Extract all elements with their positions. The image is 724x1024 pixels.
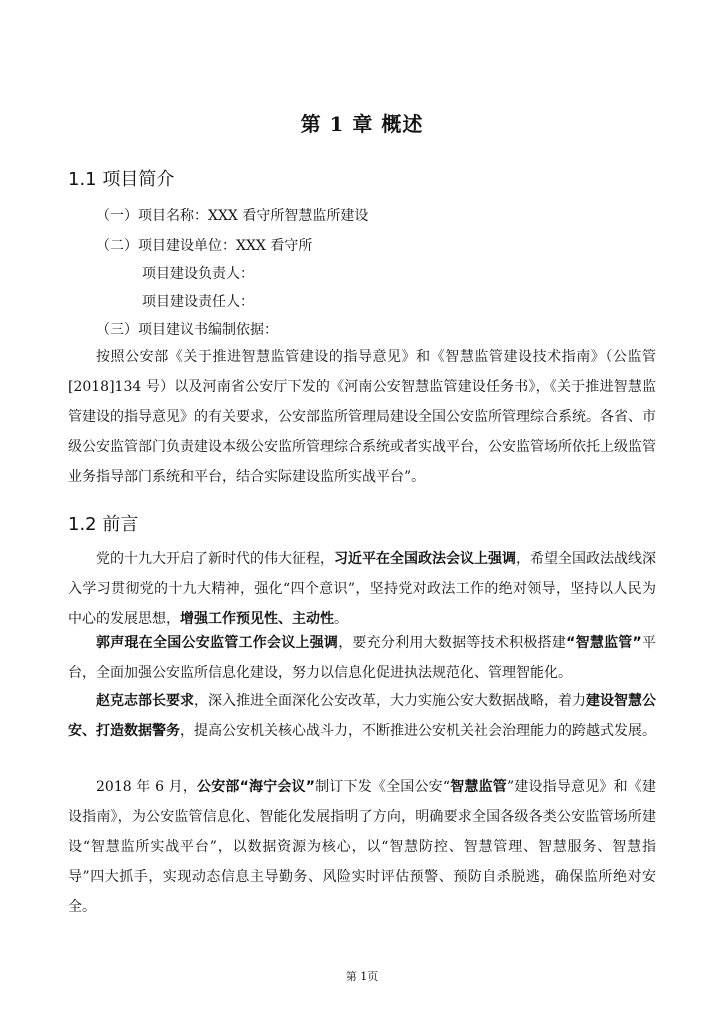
preface-paragraph-2: 郭声琨在全国公安监管工作会议上强调，要充分利用大数据等技术积极搭建“智慧监管”平台，全面加强公安监所信息化建设，努力以信息化促进执法规范化、管理智能化。 <box>68 635 657 681</box>
section-heading-1-1: 1.1 项目简介 <box>68 169 175 190</box>
project-unit-line: （二）项目建设单位：XXX 看守所 <box>96 238 313 254</box>
project-name-line: （一）项目名称：XXX 看守所智慧监所建设 <box>96 208 369 224</box>
emphasis-text: 郭声琨在全国公安监管工作会议上强调 <box>96 635 339 651</box>
chapter-title: 第 1 章 概述 <box>300 112 424 136</box>
emphasis-text: 赵克志部长要求 <box>96 693 194 709</box>
emphasis-text: 建设智慧公安、打造数据警务 <box>68 693 656 739</box>
emphasis-text: 公安部“海宁会议” <box>197 779 315 795</box>
project-responsible-line: 项目建设责任人： <box>142 294 254 310</box>
emphasis-text: 增强工作预见性、主动性 <box>180 611 334 627</box>
basis-paragraph: 按照公安部《关于推进智慧监管建设的指导意见》和《智慧监管建设技术指南》（公监管[2018]134 号）以及河南省公安厅下发的《河南公安智慧监管建设任务书》，《关于推进智慧监管建设的指导意见》的有关要求，公安部监所管理局建设全国公安监所管理综合系统。各省、市级公安监管部门负责建设本级公安监所管理综合系统或者实战平台，公安监管场所依托上级监管业务指导部门系统和平台，结合实际建设监所实战平台”。 <box>68 349 656 485</box>
emphasis-text: 智慧监管 <box>450 779 507 795</box>
emphasis-text: 习近平在全国政法会议上强调 <box>334 551 516 567</box>
preface-paragraph-1: 党的十九大开启了新时代的伟大征程，习近平在全国政法会议上强调，希望全国政法战线深入学习贯彻党的十九大精神，强化“四个意识”，坚持党对政法工作的绝对领导，坚持以人民为中心的发展思想，增强工作预见性、主动性。 <box>68 551 656 627</box>
section-heading-1-2: 1.2 前言 <box>68 514 139 535</box>
project-basis-line: （三）项目建议书编制依据： <box>96 322 278 338</box>
preface-paragraph-3: 赵克志部长要求，深入推进全面深化公安改革，大力实施公安大数据战略，着力建设智慧公安、打造数据警务，提高公安机关核心战斗力，不断推进公安机关社会治理能力的跨越式发展。 <box>68 693 656 739</box>
preface-paragraph-4: 2018 年 6 月，公安部“海宁会议”制订下发《全国公安“智慧监管”建设指导意见》和《建设指南》，为公安监管信息化、智能化发展指明了方向，明确要求全国各级各类公安监管场所建设“智慧监所实战平台”，以数据资源为核心，以“智慧防控、智慧管理、智慧服务、智慧指导”四大抓手，实现动态信息主导勤务、风险实时评估预警、预防自杀脱逃，确保监所绝对安全。 <box>68 779 656 915</box>
project-leader-line: 项目建设负责人： <box>142 266 254 282</box>
emphasis-text: “智慧监管” <box>566 635 642 651</box>
page-number: 第 1页 <box>345 970 379 983</box>
